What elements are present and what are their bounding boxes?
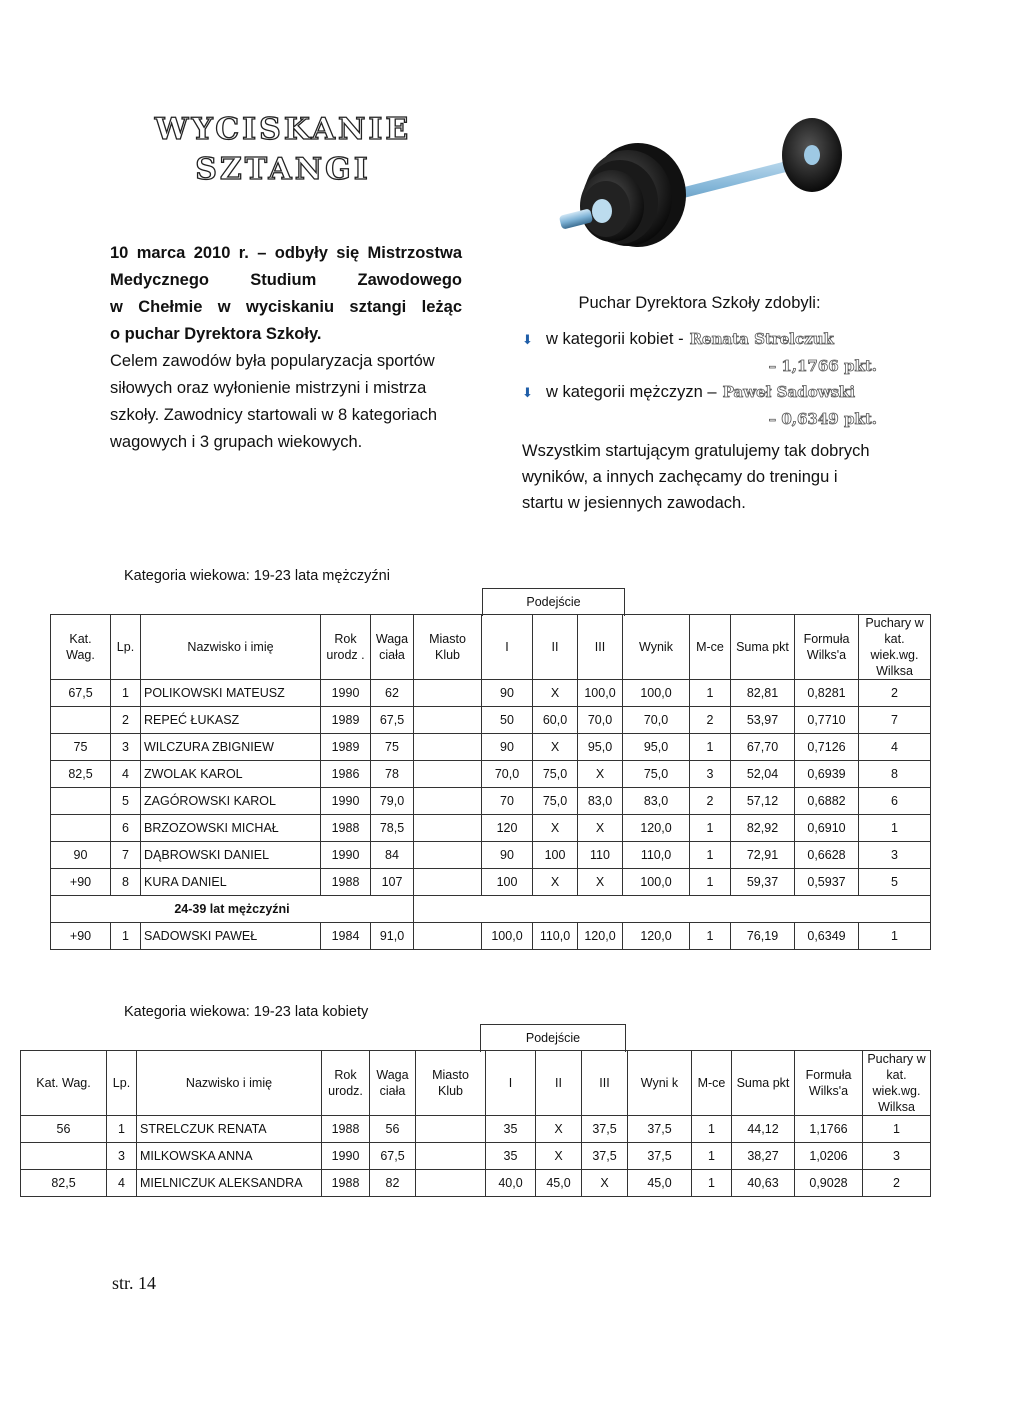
table-cell: 120,0 [578, 923, 623, 950]
table-cell: 70,0 [623, 707, 690, 734]
table-cell: 0,7126 [795, 734, 859, 761]
table-cell: 3 [863, 1143, 931, 1170]
table-cell [51, 788, 111, 815]
table-cell: 1990 [321, 680, 371, 707]
header-cell: Suma pkt [732, 1051, 795, 1116]
table-cell: +90 [51, 923, 111, 950]
table-cell: 107 [371, 869, 414, 896]
table-cell: 78,5 [371, 815, 414, 842]
table-cell: 82,92 [731, 815, 795, 842]
table-cell: 100,0 [482, 923, 533, 950]
table-cell: 7 [111, 842, 141, 869]
table-row [51, 788, 931, 815]
table-row [51, 869, 931, 896]
table-cell: BRZOZOWSKI MICHAŁ [141, 815, 321, 842]
table-cell: 1988 [321, 815, 371, 842]
header-cell: Lp. [107, 1051, 137, 1116]
table-cell [414, 815, 482, 842]
women-table-header-row [21, 1051, 931, 1116]
award-men-points: – 0,6349 pkt. [768, 410, 877, 428]
table-cell: 75,0 [533, 788, 578, 815]
table-cell: 1,1766 [795, 1116, 863, 1143]
table-cell [416, 1116, 486, 1143]
table-cell: 53,97 [731, 707, 795, 734]
table-cell: 1990 [321, 788, 371, 815]
table-cell: 3 [859, 842, 931, 869]
header-cell: Rok urodz . [321, 615, 371, 680]
table-cell: 67,70 [731, 734, 795, 761]
table-cell: X [533, 869, 578, 896]
award-congrats: Wszystkim startującym gratulujemy tak dobrych wyników, a innych zachęcamy do treningu i startu w jesiennych zawodach. [522, 442, 870, 512]
heading-line-2: SZTANGI [195, 152, 371, 187]
award-women-row [522, 326, 877, 353]
table-cell: 50 [482, 707, 533, 734]
table-cell: 82,81 [731, 680, 795, 707]
table-cell: 7 [859, 707, 931, 734]
table-cell: 1 [859, 815, 931, 842]
table-cell: 1988 [321, 869, 371, 896]
table-cell: 2 [690, 707, 731, 734]
award-women-points: – 1,1766 pkt. [768, 357, 877, 375]
table-cell: 1,0206 [795, 1143, 863, 1170]
table-cell: 90 [482, 842, 533, 869]
table-cell: 1 [690, 923, 731, 950]
table-cell: 37,5 [628, 1143, 692, 1170]
table-cell [414, 923, 482, 950]
table-cell: 72,91 [731, 842, 795, 869]
header-cell: I [482, 615, 533, 680]
table-cell: 1 [690, 842, 731, 869]
page-heading [118, 110, 448, 190]
header-cell: Suma pkt [731, 615, 795, 680]
table-cell: 0,5937 [795, 869, 859, 896]
table-cell: 90 [51, 842, 111, 869]
table-cell: 120 [482, 815, 533, 842]
table-cell: 44,12 [732, 1116, 795, 1143]
table-cell: X [533, 815, 578, 842]
table-cell: 120,0 [623, 923, 690, 950]
table-cell: 95,0 [578, 734, 623, 761]
barbell-icon [550, 110, 850, 250]
header-cell: Rok urodz. [322, 1051, 370, 1116]
intro-bold-line-3: w Chełmie w wyciskaniu sztangi leżąc [110, 298, 462, 316]
header-cell: Wynik [623, 615, 690, 680]
table-cell [51, 707, 111, 734]
award-men-name: Paweł Sadowski [722, 383, 856, 401]
men-category-label: Kategoria wiekowa: 19-23 lata mężczyźni [124, 568, 390, 584]
header-cell: Miasto Klub [414, 615, 482, 680]
table-cell: 90 [482, 680, 533, 707]
table-cell: 0,6628 [795, 842, 859, 869]
table-cell: KURA DANIEL [141, 869, 321, 896]
men-results-table [50, 614, 931, 950]
table-cell [21, 1143, 107, 1170]
men-podejscie-header: Podejście [482, 588, 625, 616]
intro-bold-line-4: o puchar Dyrektora Szkoły. [110, 325, 322, 343]
table-cell: X [533, 680, 578, 707]
header-cell: Lp. [111, 615, 141, 680]
header-cell: II [536, 1051, 582, 1116]
table-cell: 67,5 [371, 707, 414, 734]
award-men-label: w kategorii mężczyzn – [546, 383, 717, 401]
table-cell: 1989 [321, 734, 371, 761]
table-cell: 1 [859, 923, 931, 950]
table-row [51, 923, 931, 950]
table-row [21, 1170, 931, 1197]
table-cell: 2 [863, 1170, 931, 1197]
table-cell: 35 [486, 1143, 536, 1170]
table-cell: 37,5 [628, 1116, 692, 1143]
table-cell: 0,9028 [795, 1170, 863, 1197]
table-cell: ZWOLAK KAROL [141, 761, 321, 788]
table-cell: 1 [690, 734, 731, 761]
women-category-label: Kategoria wiekowa: 19-23 lata kobiety [124, 1004, 369, 1020]
table-cell: X [533, 734, 578, 761]
table-row [21, 1143, 931, 1170]
header-cell: III [582, 1051, 628, 1116]
men-table-header-row [51, 615, 931, 680]
header-cell: Wyni k [628, 1051, 692, 1116]
table-cell: 38,27 [732, 1143, 795, 1170]
table-cell: SADOWSKI PAWEŁ [141, 923, 321, 950]
header-cell: Formuła Wilks'a [795, 1051, 863, 1116]
header-cell: Puchary w kat. wiek.wg. Wilksa [863, 1051, 931, 1116]
table-cell: X [578, 815, 623, 842]
table-cell: 56 [21, 1116, 107, 1143]
table-cell: MILKOWSKA ANNA [137, 1143, 322, 1170]
table-cell: 84 [371, 842, 414, 869]
table-cell: 0,6939 [795, 761, 859, 788]
table-cell: 110,0 [533, 923, 578, 950]
table-cell: 83,0 [623, 788, 690, 815]
table-cell: 3 [111, 734, 141, 761]
table-row [51, 734, 931, 761]
header-cell: M-ce [690, 615, 731, 680]
table-cell: 70,0 [482, 761, 533, 788]
table-cell: 83,0 [578, 788, 623, 815]
table-cell [416, 1170, 486, 1197]
table-cell: DĄBROWSKI DANIEL [141, 842, 321, 869]
table-cell: 5 [111, 788, 141, 815]
table-cell [414, 734, 482, 761]
table-cell: 1988 [322, 1170, 370, 1197]
table-cell: 1 [863, 1116, 931, 1143]
table-cell: 62 [371, 680, 414, 707]
table-cell: 110 [578, 842, 623, 869]
table-cell: 3 [690, 761, 731, 788]
table-cell: 1990 [322, 1143, 370, 1170]
table-cell: 4 [859, 734, 931, 761]
table-cell: 45,0 [536, 1170, 582, 1197]
table-cell: 45,0 [628, 1170, 692, 1197]
table-cell: 100,0 [578, 680, 623, 707]
table-cell [414, 680, 482, 707]
table-cell: 40,63 [732, 1170, 795, 1197]
header-cell: Puchary w kat. wiek.wg. Wilksa [859, 615, 931, 680]
award-title: Puchar Dyrektora Szkoły zdobyli: [578, 294, 821, 312]
table-cell: 60,0 [533, 707, 578, 734]
header-cell: Nazwisko i imię [137, 1051, 322, 1116]
award-women-name: Renata Strelczuk [689, 330, 834, 348]
header-cell: Nazwisko i imię [141, 615, 321, 680]
table-cell: 0,6882 [795, 788, 859, 815]
table-cell: 52,04 [731, 761, 795, 788]
intro-block [110, 240, 462, 456]
award-women-label: w kategorii kobiet - [546, 330, 684, 348]
table-cell: 56 [370, 1116, 416, 1143]
table-subheader-row [51, 896, 931, 923]
table-cell: 70,0 [578, 707, 623, 734]
table-cell: 1984 [321, 923, 371, 950]
table-cell: 0,6910 [795, 815, 859, 842]
header-cell: Kat. Wag. [51, 615, 111, 680]
table-cell: 35 [486, 1116, 536, 1143]
table-cell: 75 [371, 734, 414, 761]
table-cell: X [578, 869, 623, 896]
table-cell: 67,5 [370, 1143, 416, 1170]
table-cell: 2 [111, 707, 141, 734]
table-cell: 75 [51, 734, 111, 761]
table-cell: ZAGÓROWSKI KAROL [141, 788, 321, 815]
table-cell: 82,5 [51, 761, 111, 788]
table-cell: 37,5 [582, 1116, 628, 1143]
table-cell: 1 [692, 1170, 732, 1197]
table-cell [414, 869, 482, 896]
table-cell [414, 761, 482, 788]
table-row [21, 1116, 931, 1143]
table-cell: 75,0 [623, 761, 690, 788]
table-cell: 76,19 [731, 923, 795, 950]
table-cell: 8 [111, 869, 141, 896]
empty-cell [414, 896, 931, 923]
table-cell: X [536, 1116, 582, 1143]
table-cell: 59,37 [731, 869, 795, 896]
table-cell: 90 [482, 734, 533, 761]
table-cell: 1 [692, 1143, 732, 1170]
table-cell: 0,6349 [795, 923, 859, 950]
table-cell: 120,0 [623, 815, 690, 842]
intro-text: Celem zawodów była popularyzacja sportów siłowych oraz wyłonienie mistrzyni i mistrza szkoły. Zawodnicy startowali w 8 kategoriach wagowych i 3 grupach wiekowych. [110, 352, 438, 451]
table-cell: 67,5 [51, 680, 111, 707]
table-cell [51, 815, 111, 842]
table-cell: 100 [482, 869, 533, 896]
table-cell: 1 [107, 1116, 137, 1143]
table-cell: 1 [111, 923, 141, 950]
table-cell: 91,0 [371, 923, 414, 950]
table-cell: 6 [111, 815, 141, 842]
table-cell: 100,0 [623, 869, 690, 896]
intro-bold-line-2: Medycznego Studium Zawodowego [110, 271, 462, 289]
header-cell: Waga ciała [371, 615, 414, 680]
header-cell: Formuła Wilks'a [795, 615, 859, 680]
table-cell [414, 707, 482, 734]
table-cell: 0,8281 [795, 680, 859, 707]
header-cell: M-ce [692, 1051, 732, 1116]
table-row [51, 761, 931, 788]
table-cell: 100 [533, 842, 578, 869]
table-cell: 82 [370, 1170, 416, 1197]
table-cell: 78 [371, 761, 414, 788]
header-cell: Kat. Wag. [21, 1051, 107, 1116]
age-group-subheader: 24-39 lat mężczyźni [51, 896, 414, 923]
table-cell: X [582, 1170, 628, 1197]
heading-line-1: WYCISKANIE [154, 112, 412, 147]
table-cell: 1989 [321, 707, 371, 734]
table-cell: 6 [859, 788, 931, 815]
table-cell: MIELNICZUK ALEKSANDRA [137, 1170, 322, 1197]
table-cell: 2 [859, 680, 931, 707]
table-cell: 110,0 [623, 842, 690, 869]
table-cell [416, 1143, 486, 1170]
table-cell: 1988 [322, 1116, 370, 1143]
table-cell: 75,0 [533, 761, 578, 788]
intro-bold-line-1: 10 marca 2010 r. – odbyły się Mistrzostwa [110, 244, 462, 262]
table-row [51, 815, 931, 842]
table-cell: 2 [690, 788, 731, 815]
header-cell: I [486, 1051, 536, 1116]
header-cell: Waga ciała [370, 1051, 416, 1116]
table-row [51, 680, 931, 707]
table-row [51, 707, 931, 734]
table-cell [414, 842, 482, 869]
header-cell: III [578, 615, 623, 680]
arrow-down-icon: ⬇ [522, 385, 533, 400]
table-cell: 4 [111, 761, 141, 788]
table-cell: REPEĆ ŁUKASZ [141, 707, 321, 734]
table-cell: WILCZURA ZBIGNIEW [141, 734, 321, 761]
table-cell: 1 [692, 1116, 732, 1143]
table-cell: +90 [51, 869, 111, 896]
header-cell: II [533, 615, 578, 680]
table-cell: 1 [690, 869, 731, 896]
table-cell: 95,0 [623, 734, 690, 761]
table-cell: 1 [690, 680, 731, 707]
table-cell [414, 788, 482, 815]
arrow-down-icon: ⬇ [522, 332, 533, 347]
table-cell: STRELCZUK RENATA [137, 1116, 322, 1143]
table-cell: 1 [111, 680, 141, 707]
table-cell: 100,0 [623, 680, 690, 707]
women-results-table [20, 1050, 931, 1197]
award-block [522, 290, 877, 516]
table-cell: 37,5 [582, 1143, 628, 1170]
table-cell: POLIKOWSKI MATEUSZ [141, 680, 321, 707]
table-row [51, 842, 931, 869]
table-cell: 4 [107, 1170, 137, 1197]
award-men-row [522, 379, 877, 406]
women-podejscie-header: Podejście [480, 1024, 626, 1052]
table-cell: 1986 [321, 761, 371, 788]
table-cell: 3 [107, 1143, 137, 1170]
header-cell: Miasto Klub [416, 1051, 486, 1116]
table-cell: 1 [690, 815, 731, 842]
table-cell: X [578, 761, 623, 788]
page-number: str. 14 [112, 1273, 157, 1293]
table-cell: 1990 [321, 842, 371, 869]
table-cell: 57,12 [731, 788, 795, 815]
table-cell: 79,0 [371, 788, 414, 815]
table-cell: 5 [859, 869, 931, 896]
table-cell: 0,7710 [795, 707, 859, 734]
table-cell: 82,5 [21, 1170, 107, 1197]
table-cell: 40,0 [486, 1170, 536, 1197]
table-cell: 8 [859, 761, 931, 788]
table-cell: 70 [482, 788, 533, 815]
table-cell: X [536, 1143, 582, 1170]
